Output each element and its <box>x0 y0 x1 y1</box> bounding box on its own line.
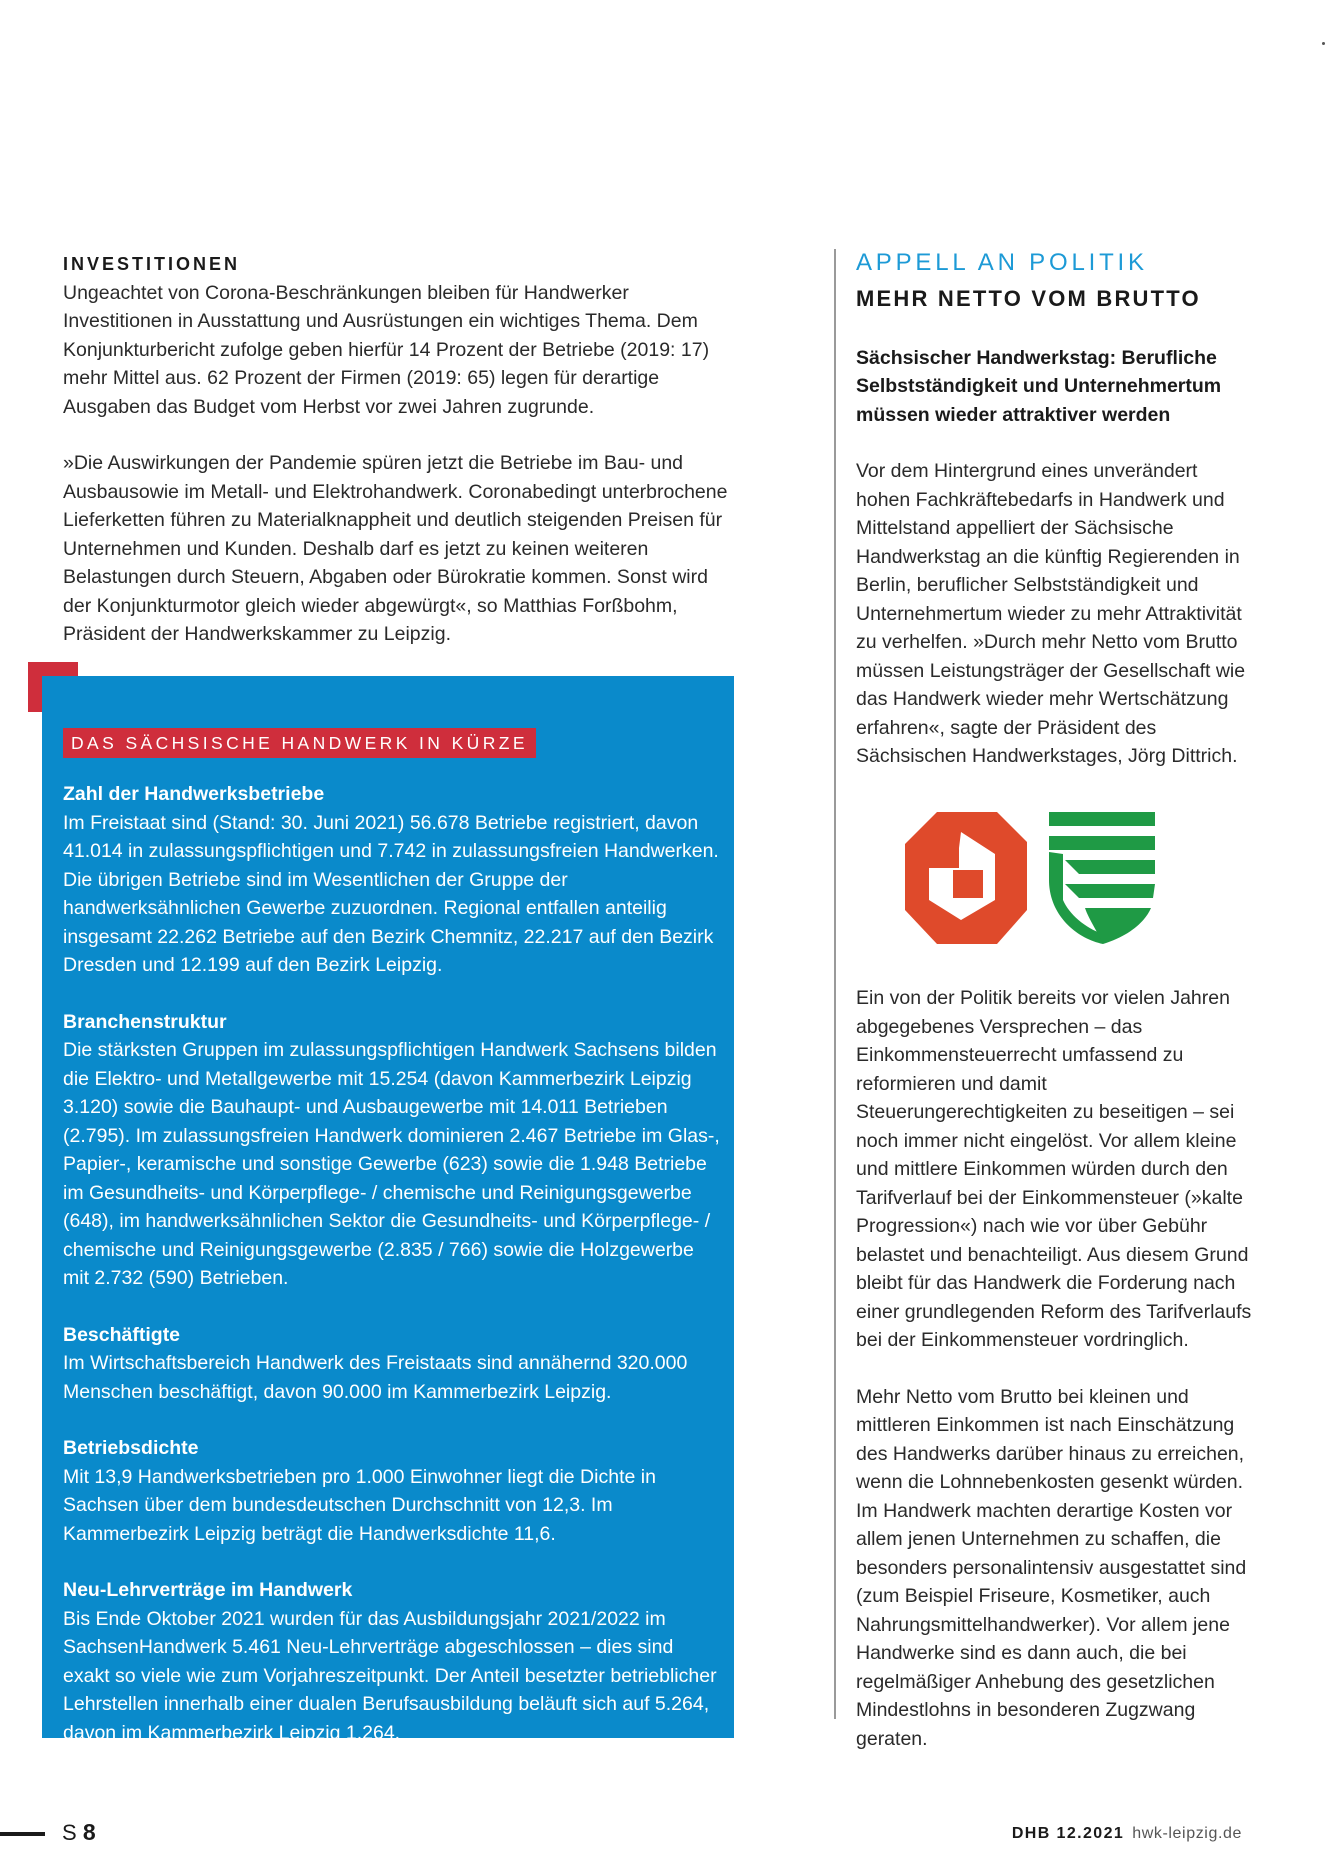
appell-body-2: Ein von der Politik bereits vor vielen Jahren abgegebenes Versprechen – das Einkommensteuerrecht umfassend zu reformieren und damit Steuerungerechtigkeiten zu beseitigen – sei noch immer nicht eingelöst. Vor allem kleine und mittlere Einkommen würden durch den Tarifverlauf bei der Einkommensteuer (»kalte Progression«) nach wie vor über Gebühr belastet und benachteiligt. Aus diesem Grund bleibt für das Handwerk die Forderung nach einer grundlegenden Reform des Tarifverlaufs bei der Einkommensteuer vordringlich. <box>856 987 1252 1351</box>
section-text: Im Wirtschaftsbereich Handwerk des Freistaats sind annähernd 320.000 Menschen beschäftigt, davon 90.000 im Kammerbezirk Leipzig. <box>63 1352 688 1403</box>
appell-title: MEHR NETTO VOM BRUTTO <box>856 286 1201 311</box>
investitionen-heading: INVESTITIONEN <box>63 254 241 274</box>
footer-rule <box>0 1832 45 1836</box>
forssbohm-quote: »Die Auswirkungen der Pandemie spüren jetzt die Betriebe im Bau- und Ausbausowie im Metall- und Elektrohandwerk. Coronabedingt unterbrochene Lieferketten führen zu Materialknappheit und deutlich steigenden Preisen für Unternehmen und Kunden. Deshalb darf es jetzt zu keinen weiteren Belastungen durch Steuern, Abgaben oder Bürokratie kommen. Sonst wird der Konjunkturmotor gleich wieder abgewürgt«, so Matthias Forßbohm, Präsident der Handwerkskammer zu Leipzig. <box>63 452 728 645</box>
appell-body-3: Mehr Netto vom Brutto bei kleinen und mittleren Einkommen ist nach Einschätzung des Handwerks darüber hinaus zu erreichen, wenn die Lohnnebenkosten gesenkt würden. Im Handwerk machten derartige Kosten vor allem jenen Unternehmen zu schaffen, die besonders personalintensiv ausgestattet sind (zum Beispiel Friseure, Kosmetiker, auch Nahrungsmittelhandwerker). Vor allem jene Handwerke sind es dann auch, die bei regelmäßiger Anhebung des gesetzlichen Mindestlohns in besonderen Zugzwang geraten. <box>856 1385 1247 1750</box>
logo-graphic <box>899 810 1161 946</box>
section-text: Bis Ende Oktober 2021 wurden für das Ausbildungsjahr 2021/2022 im SachsenHandwerk 5.461 Neu-Lehrverträge abgeschlossen – dies sind exakt so viele wie zum Vorjahreszeitpunkt. Der Anteil besetzter betrieblicher Lehrstellen innerhalb einer dualen Berufsausbildung beläuft sich auf 5.264, davon im Kammerbezirk Leipzig 1.264. <box>63 1607 717 1744</box>
page-number-value: 8 <box>82 1819 96 1845</box>
footer-issue <box>982 1822 1242 1846</box>
section-betriebe <box>63 780 723 980</box>
info-box <box>42 676 734 1744</box>
section-title: Beschäftigte <box>63 1323 181 1346</box>
section-title: Branchenstruktur <box>63 1010 227 1033</box>
section-branchenstruktur <box>63 1008 723 1293</box>
appell-kicker: APPELL AN POLITIK <box>856 249 1148 276</box>
section-betriebsdichte <box>63 1434 723 1548</box>
website-link[interactable]: hwk-leipzig.de <box>1132 1825 1242 1842</box>
section-title: Zahl der Handwerksbetriebe <box>63 783 325 805</box>
saxony-shield-icon <box>1049 812 1155 944</box>
column-divider <box>834 249 836 1719</box>
section-title: Betriebsdichte <box>63 1437 199 1459</box>
section-text: Im Freistaat sind (Stand: 30. Juni 2021) 56.678 Betriebe registriert, davon 41.014 in zulassungspflichtigen und 7.742 in zulassungsfreien Handwerken. Die übrigen Betriebe sind im Wesentlichen der Gruppe der handwerksähnlichen Gewerbe zuzuordnen. Regional entfallen anteilig insgesamt 22.262 Betriebe auf den Bezirk Chemnitz, 22.217 auf den Bezirk Dresden und 12.199 auf den Bezirk Leipzig. <box>63 811 719 976</box>
orange-emblem-icon <box>905 812 1027 944</box>
section-text: Die stärksten Gruppen im zulassungspflichtigen Handwerk Sachsens bilden die Elektro- und Metallgewerbe mit 15.254 (davon Kammerbezirk Leipzig 3.120) sowie die Bauhaupt- und Ausbaugewerbe mit 14.011 Betrieben (2.795). Im zulassungsfreien Handwerk dominieren 2.467 Betriebe im Glas-, Papier-, keramische und sonstige Gewerbe (623) sowie die 1.948 Betriebe im Gesundheits- und Körperpflege- / chemische und Reinigungsgewerbe (648), im handwerksähnlichen Sektor die Gesundheits- und Körperpflege- / chemische und Reinigungsgewerbe (2.835 / 766) sowie die Holzgewerbe mit 2.732 (590) Betrieben. <box>63 1039 720 1289</box>
section-lehrvertraege <box>63 1576 723 1747</box>
section-title: Neu-Lehrverträge im Handwerk <box>63 1579 353 1601</box>
appell-continued <box>856 984 1256 1753</box>
page-prefix: S <box>62 1820 77 1845</box>
investitionen-section <box>63 250 738 649</box>
handwerk-sachsen-logo <box>899 810 1161 946</box>
section-text: Mit 13,9 Handwerksbetrieben pro 1.000 Einwohner liegt die Dichte in Sachsen über dem bundesdeutschen Durchschnitt von 12,3. Im Kammerbezirk Leipzig beträgt die Handwerksdichte 11,6. <box>63 1465 656 1545</box>
info-box-badge: DAS SÄCHSISCHE HANDWERK IN KÜRZE <box>63 728 536 758</box>
issue-label: DHB 12.2021 <box>1011 1825 1125 1842</box>
edge-mark <box>1322 42 1325 45</box>
appell-body-1: Vor dem Hintergrund eines unverändert hohen Fachkräftebedarfs in Handwerk und Mittelstand appelliert der Sächsische Handwerkstag an die künftig Regierenden in Berlin, beruflicher Selbstständigkeit und Unternehmertum wieder zu mehr Attraktivität zu verhelfen. »Durch mehr Netto vom Brutto müssen Leistungsträger der Gesellschaft wie das Handwerk wieder mehr Wertschätzung erfahren«, sagte der Präsident des Sächsischen Handwerkstages, Jörg Dittrich. <box>856 460 1246 767</box>
investitionen-paragraph: Ungeachtet von Corona-Beschränkungen bleiben für Handwerker Investitionen in Ausstattung und Ausrüstungen ein wichtiges Thema. Dem Konjunkturbericht zufolge geben hierfür 14 Prozent der Betriebe (2019: 17) mehr Mittel aus. 62 Prozent der Firmen (2019: 65) legen für derartige Ausgaben das Budget vom Herbst vor zwei Jahren zugrunde. <box>63 281 710 418</box>
page-number <box>62 1818 96 1847</box>
appell-lead: Sächsischer Handwerkstag: Berufliche Selbstständigkeit und Unternehmertum müssen wieder attraktiver werden <box>856 346 1222 426</box>
appell-section <box>856 249 1256 771</box>
section-beschaeftigte <box>63 1321 723 1407</box>
